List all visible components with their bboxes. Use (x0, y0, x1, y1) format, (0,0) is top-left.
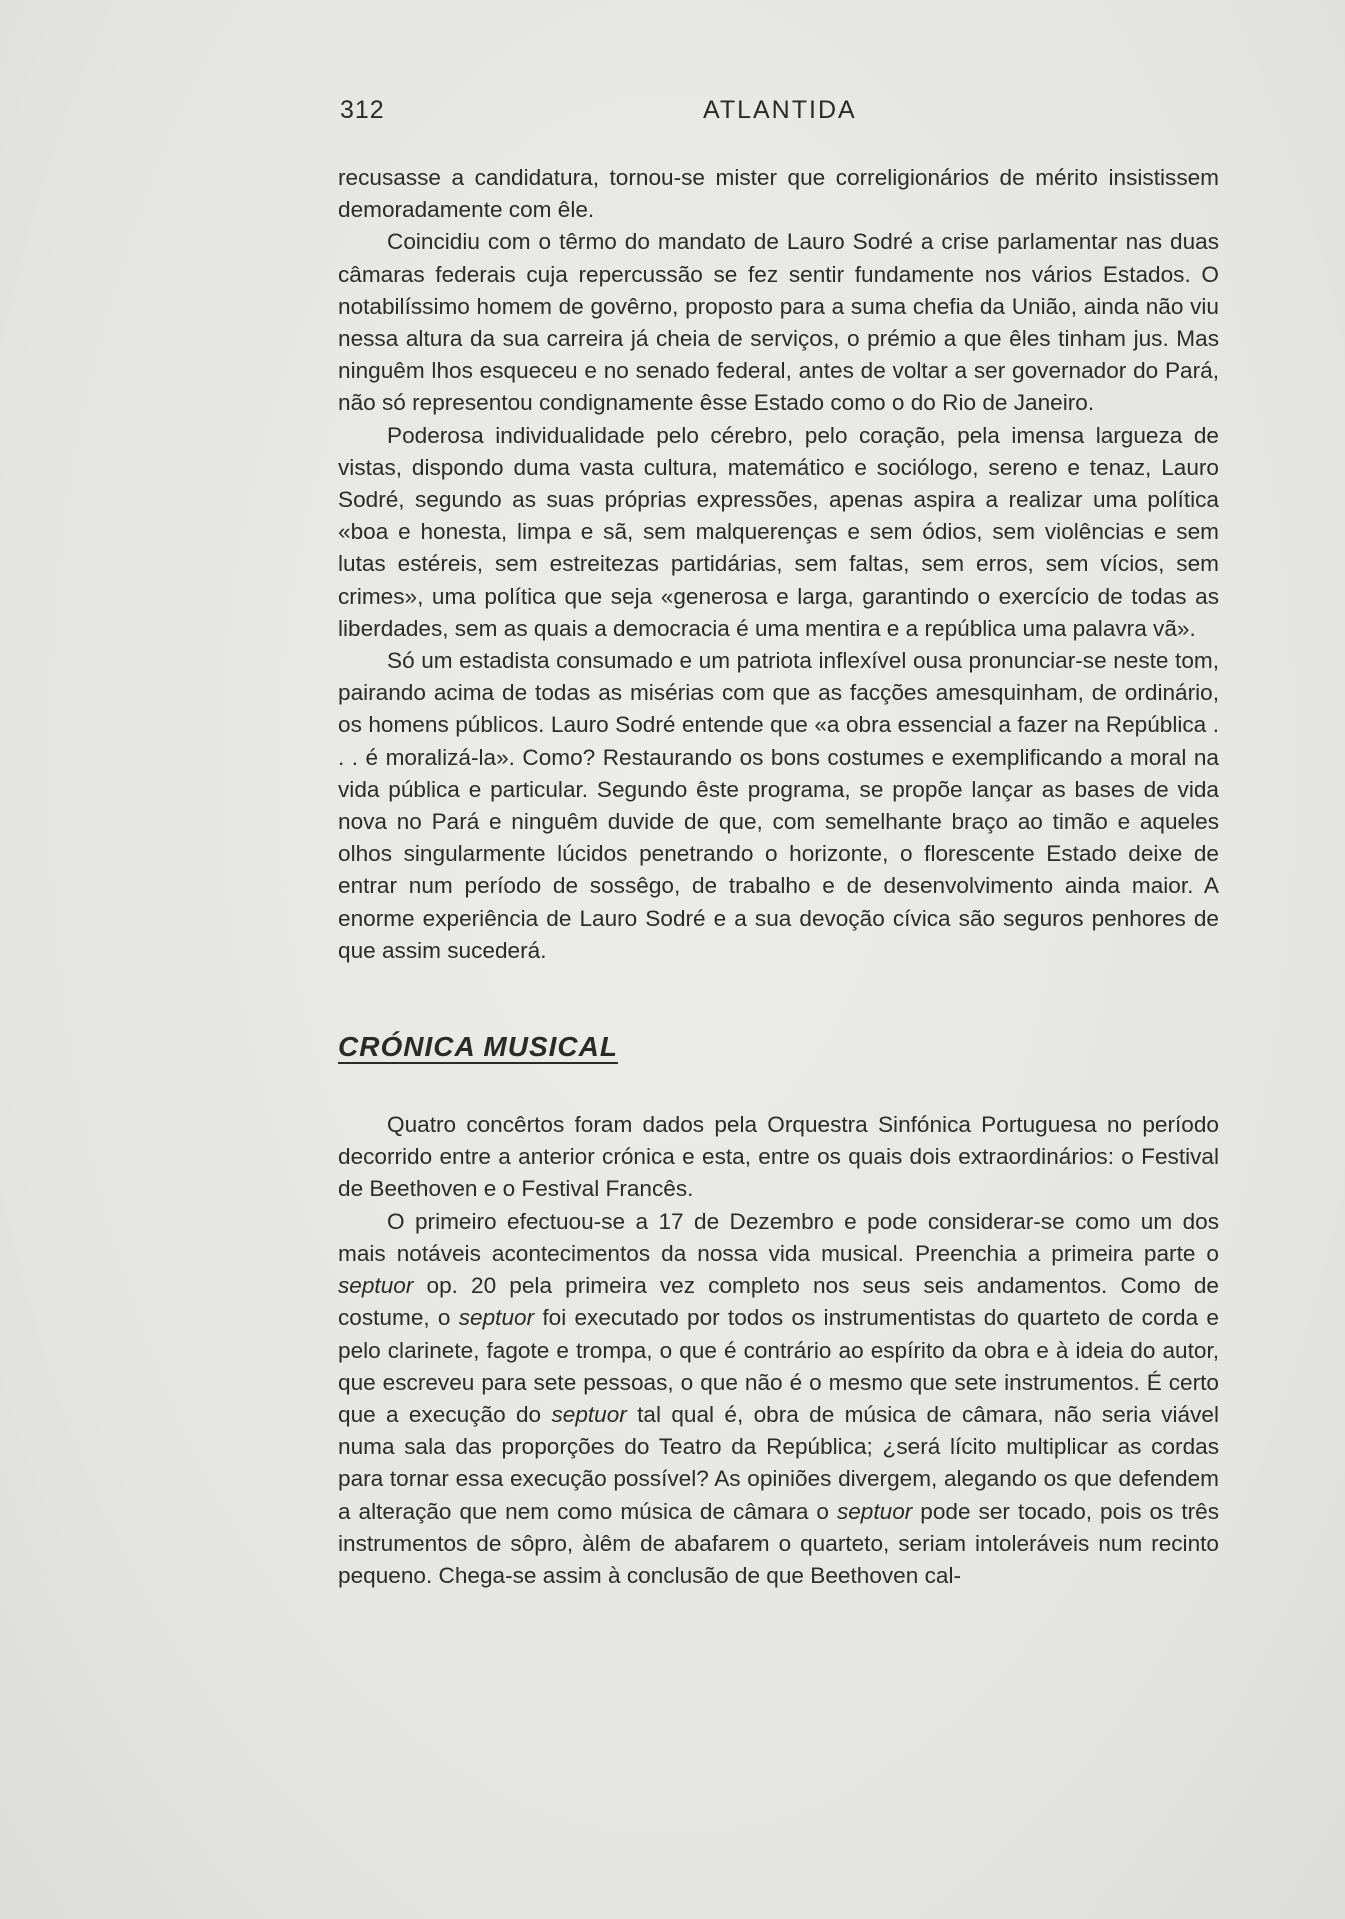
running-head (340, 96, 1220, 132)
work-title: septuor (836, 1498, 913, 1524)
text-run: tal qual é, obra de música de câmara, não seria viável numa sala das proporções do Teatro da República; ¿será lícito multiplicar as cordas para tornar essa execução possível? As opiniões divergem, alegando os que defendem a alteração que nem como música de câmara o (338, 1401, 1219, 1524)
section-spacer (338, 1065, 1219, 1109)
journal-title: ATLANTIDA (703, 96, 857, 124)
page-number: 312 (340, 96, 385, 124)
work-title: septuor (458, 1305, 535, 1331)
text-run: foi executado por todos os instrumentistas do quarteto de corda e pelo clarinete, fagote e trompa, o que é contrário ao espírito da obra e à ideia do autor, que escreveu para sete pessoas, o que não é o mesmo que sete instrumentos. É certo que a execução do (338, 1305, 1219, 1427)
text-run: pode ser tocado, pois os três instrumentos de sôpro, àlêm de abafarem o quarteto, seriam intoleráveis num recinto pequeno. Chega-se assim à conclusão de que Beethoven cal- (338, 1498, 1219, 1588)
text-run: op. 20 pela primeira vez completo nos seus seis andamentos. Como de costume, o (338, 1273, 1219, 1331)
article-paragraph: Só um estadista consumado e um patriota inflexível ousa pronunciar-se neste tom, pairando acima de todas as misérias com que as facções amesquinham, de ordinário, os homens públicos. Lauro Sodré entende que «a obra essencial a fazer na República . . . é moralizá-la». Como? Restaurando os bons costumes e exemplificando a moral na vida pública e particular. Segundo êste programa, se propõe lançar as bases de vida nova no Pará e ninguêm duvide de que, com semelhante braço ao timão e aqueles olhos singularmente lúcidos penetrando o horizonte, o florescente Estado deixe de entrar num período de sossêgo, de trabalho e de desenvolvimento ainda maior. A enorme experiência de Lauro Sodré e a sua devoção cívica são seguros penhores de que assim sucederá. (338, 648, 1219, 963)
text-column (338, 162, 1219, 1592)
section-paragraph (338, 1206, 1219, 1592)
section-title: CRÓNICA MUSICAL (338, 1031, 618, 1063)
section-paragraph: Quatro concêrtos foram dados pela Orquestra Sinfónica Portuguesa no período decorrido entre a anterior crónica e esta, entre os quais dois extraordinários: o Festival de Beethoven e o Festival Francês. (338, 1112, 1219, 1202)
text-run: O primeiro efectuou-se a 17 de Dezembro e pode considerar-se como um dos mais notáveis acontecimentos da nossa vida musical. Preenchia a primeira parte o (338, 1208, 1219, 1266)
work-title: septuor (551, 1401, 627, 1427)
article-paragraph: Coincidiu com o têrmo do mandato de Lauro Sodré a crise parlamentar nas duas câmaras federais cuja repercussão se fez sentir fundamente nos vários Estados. O notabilíssimo homem de govêrno, proposto para a suma chefia da União, ainda não viu nessa altura da sua carreira já cheia de serviços, o prémio a que êles tinham jus. Mas ninguêm lhos esqueceu e no senado federal, antes de voltar a ser governador do Pará, não só representou condignamente êsse Estado como o do Rio de Janeiro. (338, 229, 1219, 416)
article-paragraph-continued: recusasse a candidatura, tornou-se mister que correligionários de mérito insistissem demoradamente com êle. (338, 165, 1219, 223)
article-paragraph: Poderosa individualidade pelo cérebro, pelo coração, pela imensa largueza de vistas, dispondo duma vasta cultura, matemático e sociólogo, sereno e tenaz, Lauro Sodré, segundo as suas próprias expressões, apenas aspira a realizar uma política «boa e honesta, limpa e sã, sem malquerenças e sem ódios, sem violências e sem lutas estéreis, sem estreitezas partidárias, sem faltas, sem erros, sem vícios, sem crimes», uma política que seja «generosa e larga, garantindo o exercício de todas as liberdades, sem as quais a democracia é uma mentira e a república uma palavra vã». (338, 422, 1219, 641)
section-spacer (338, 967, 1219, 1029)
work-title: septuor (338, 1273, 414, 1299)
